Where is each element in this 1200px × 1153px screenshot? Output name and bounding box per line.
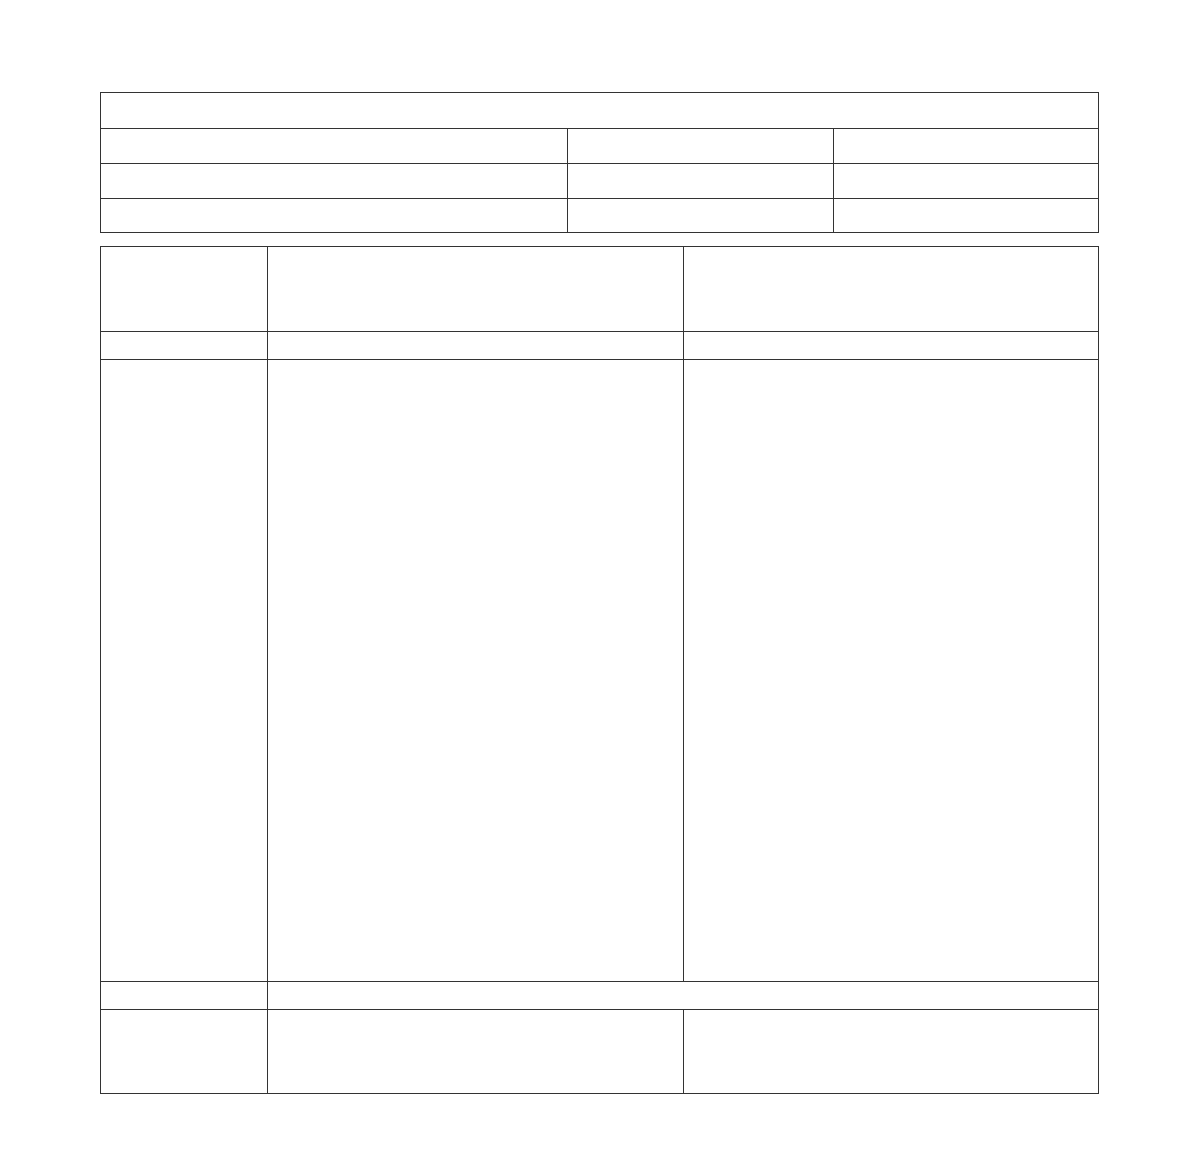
info-divider-1 xyxy=(567,128,568,233)
spacing-title-line-top xyxy=(101,981,1098,982)
spacing-title-line-bottom xyxy=(101,1009,1098,1010)
data-header-line xyxy=(101,359,1098,360)
info-panel xyxy=(100,92,1099,233)
info-row-maker xyxy=(101,198,1098,233)
label-column-divider xyxy=(267,247,268,1093)
info-row-spec xyxy=(101,163,1098,199)
spacing-divider xyxy=(683,1009,684,1093)
cross-end-divider xyxy=(683,247,684,981)
ugr-table xyxy=(100,246,1099,1094)
info-divider-2 xyxy=(833,128,834,233)
room-size-header-line xyxy=(101,331,1098,332)
info-row-measured xyxy=(101,93,1098,129)
info-row-name xyxy=(101,128,1098,164)
